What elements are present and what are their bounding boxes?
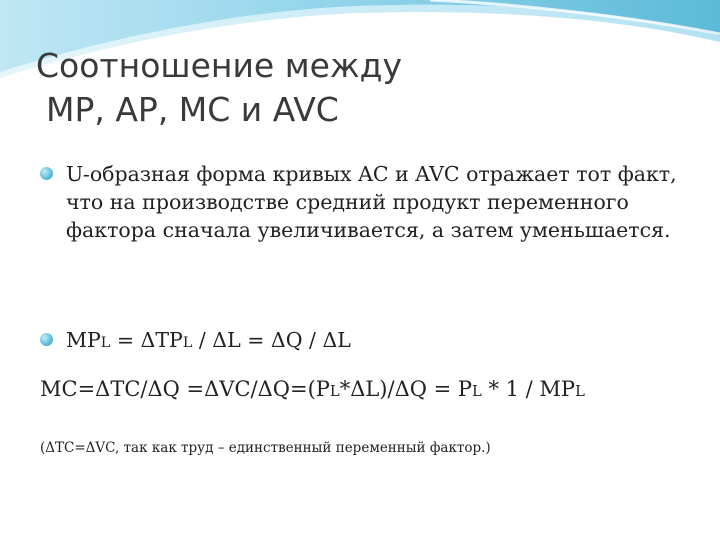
mc-formula-sub2: L — [472, 383, 482, 400]
bullet-u-shape-text: U-образная форма кривых AC и AVC отражает тот факт, что на производстве средний продукт переменного фактора сначала увеличивается, а затем уменьшается. — [66, 162, 677, 242]
slide-title — [36, 44, 696, 132]
mp-formula-part2: = ΔTP — [110, 328, 183, 352]
footnote: (ΔTC=ΔVC, так как труд – единственный переменный фактор.) — [40, 440, 491, 456]
mc-formula-part2: *ΔL)/ΔQ = P — [339, 377, 473, 401]
mc-formula-part1: MC=ΔTC/ΔQ =ΔVC/ΔQ=(P — [40, 377, 330, 401]
mp-formula-part3: / ΔL = ΔQ / ΔL — [192, 328, 351, 352]
slide-title-line2: MP, AP, MC и AVC — [46, 90, 339, 129]
mp-formula-sub1: L — [100, 335, 111, 351]
bullet-mp-formula — [40, 326, 700, 357]
mp-formula-sub2: L — [182, 335, 193, 351]
bullet-dot-icon — [40, 333, 53, 346]
mc-formula — [40, 374, 700, 407]
mc-formula-sub3: L — [575, 383, 585, 400]
slide-title-line1: Соотношение между — [36, 46, 402, 85]
mc-formula-part3: * 1 / MP — [481, 377, 576, 401]
bullet-u-shape — [40, 160, 700, 244]
mc-formula-sub1: L — [329, 383, 340, 400]
bullet-dot-icon — [40, 167, 53, 180]
mp-formula-part1: MP — [66, 328, 101, 352]
